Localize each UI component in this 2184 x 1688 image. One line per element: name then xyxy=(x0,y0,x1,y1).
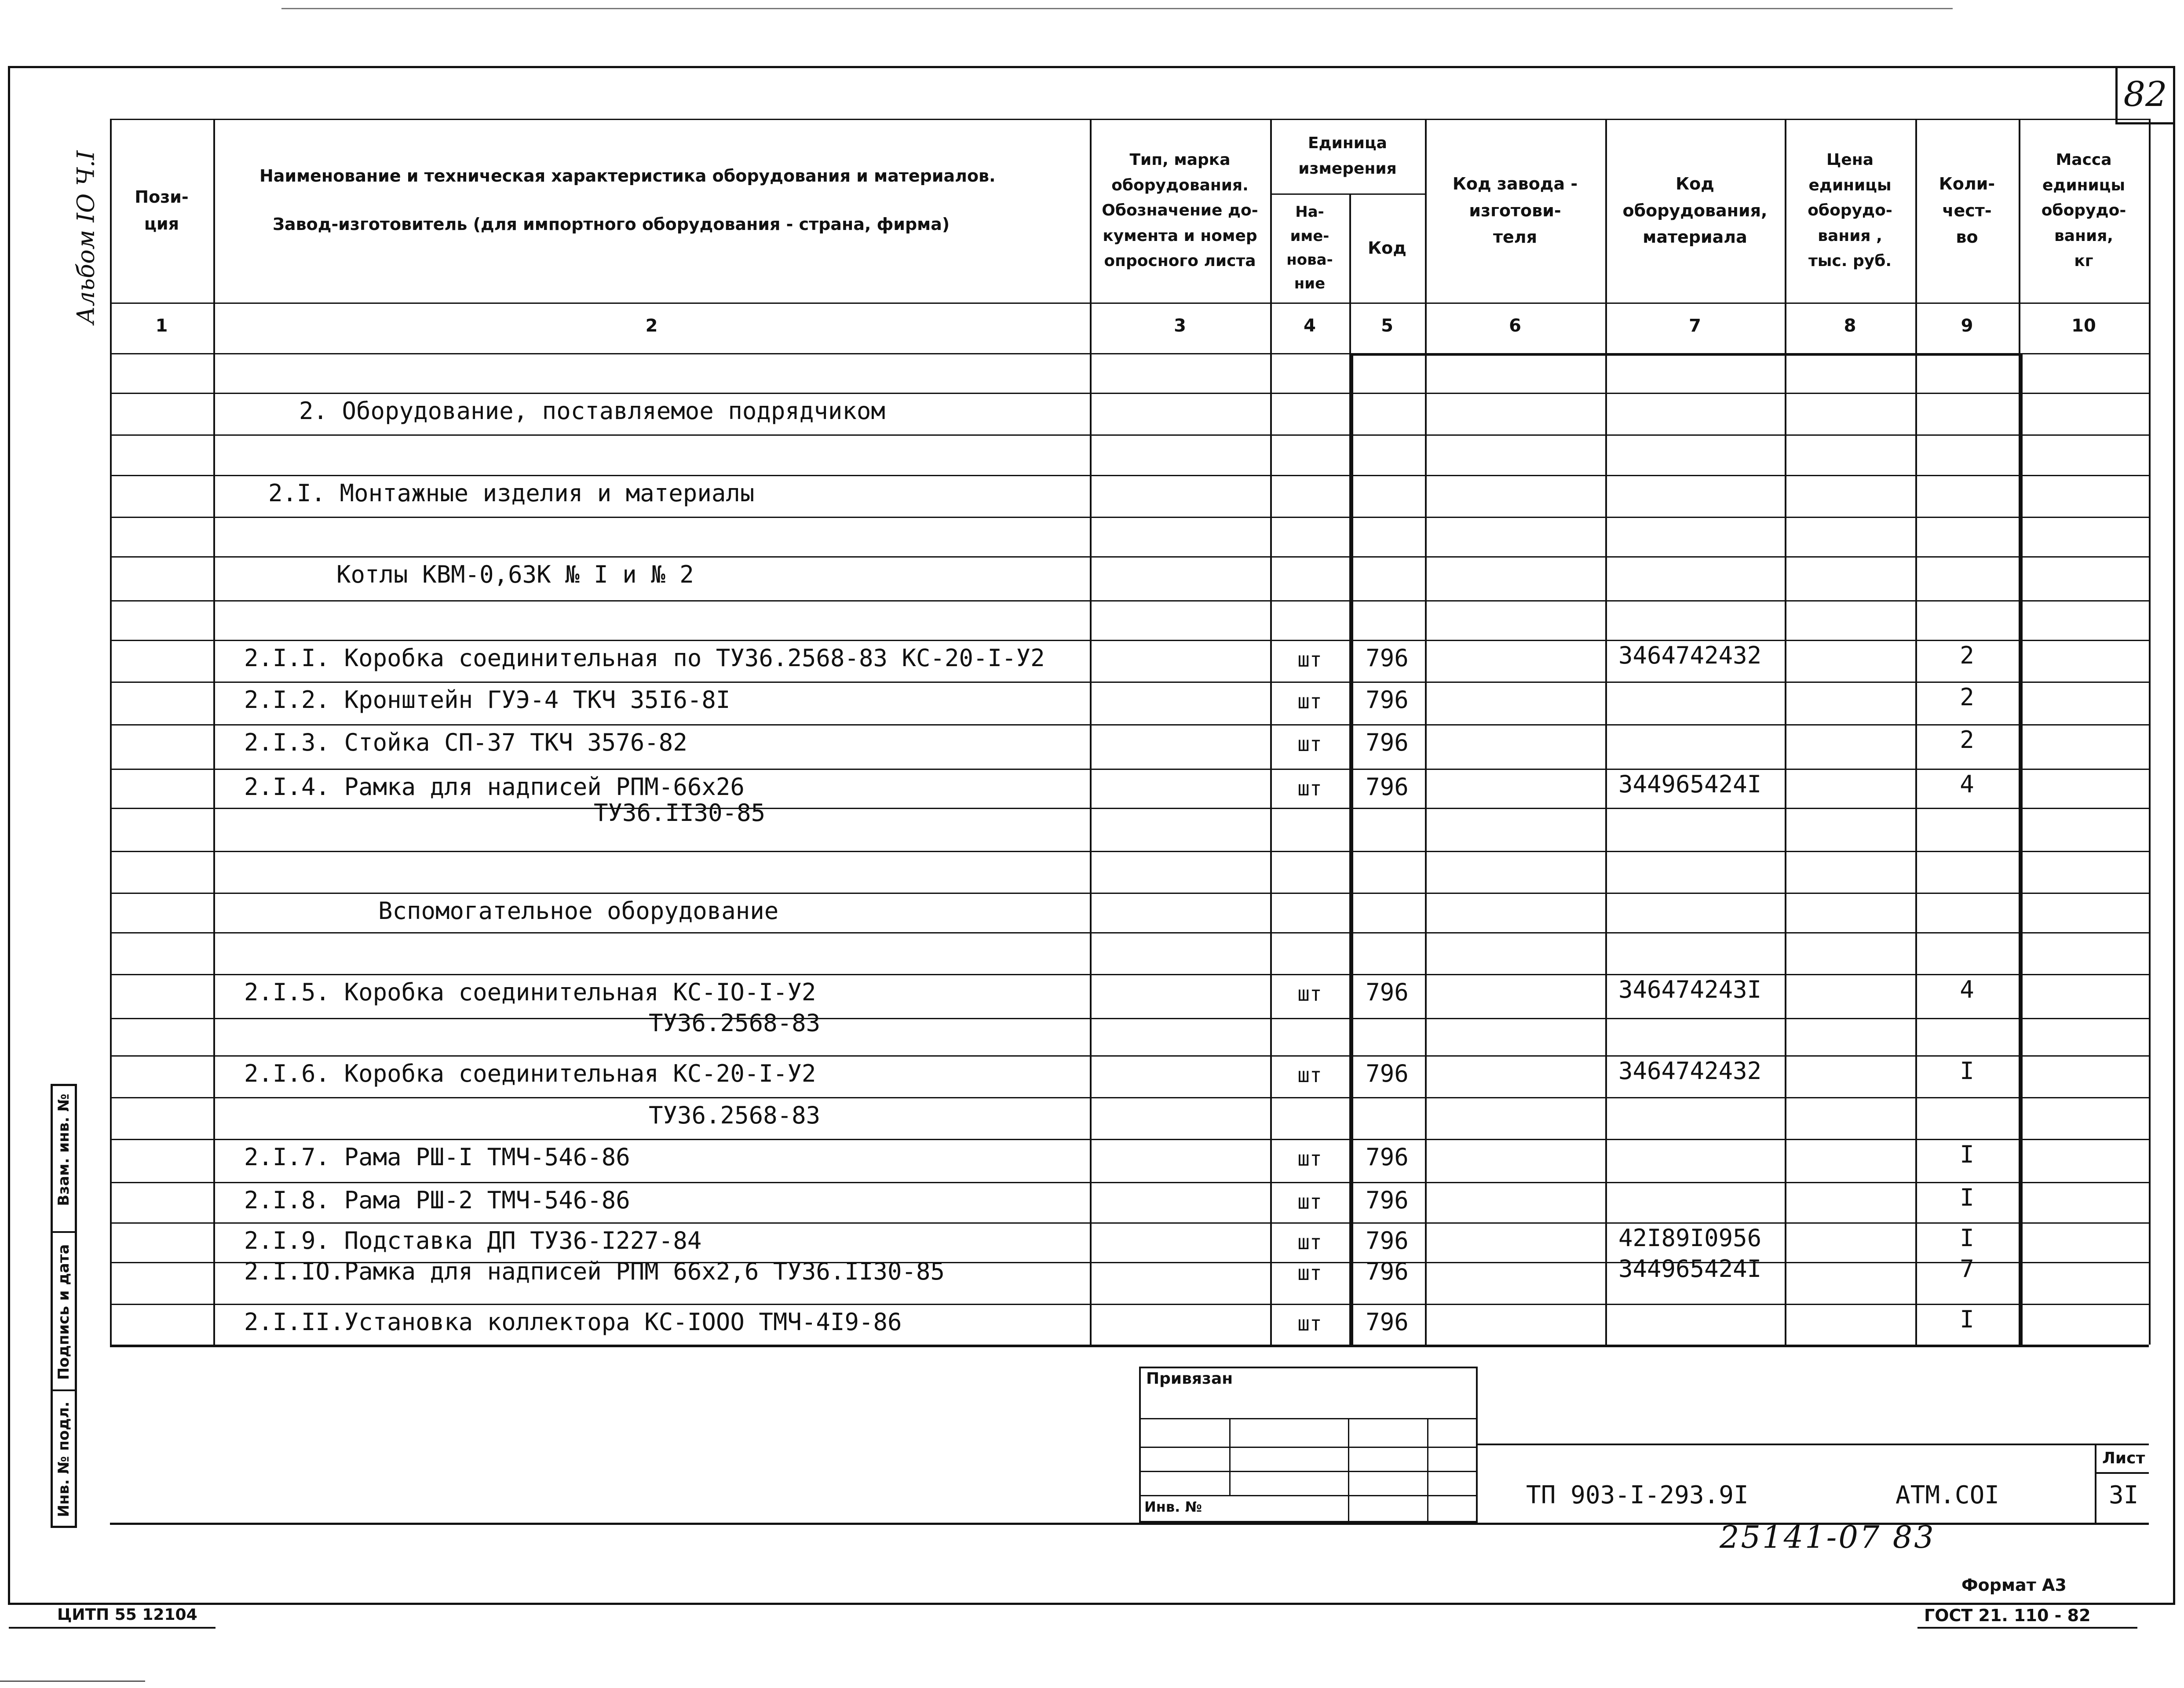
row-quantity: I xyxy=(1960,1057,1974,1085)
row-name: 2. Оборудование, поставляемое подрядчиком xyxy=(299,397,885,425)
row-unit-code: 796 xyxy=(1366,644,1409,672)
row-line xyxy=(110,724,2149,726)
row-quantity: I xyxy=(1960,1305,1974,1333)
row-line xyxy=(110,1097,2149,1098)
tb-vline xyxy=(1427,1418,1428,1523)
header-name-line1: Наименование и техническая характеристика оборудования и материалов. xyxy=(259,166,996,186)
tb-vline xyxy=(1348,1418,1349,1523)
row-line xyxy=(110,851,2149,852)
column-number: 2 xyxy=(645,316,658,336)
row-unit: шт xyxy=(1297,689,1322,713)
row-name: Вспомогательное оборудование xyxy=(378,897,779,925)
row-line xyxy=(110,475,2149,476)
stamp-podpis-label: Подпись и дата xyxy=(55,1244,73,1380)
header-unit: Единица измерения xyxy=(1298,134,1397,178)
row-line xyxy=(110,600,2149,602)
bold-block-top xyxy=(1349,353,2019,356)
column-number: 6 xyxy=(1509,316,1521,336)
row-unit-code: 796 xyxy=(1366,729,1409,756)
tb-vline xyxy=(1229,1418,1231,1495)
row-material-code: 42I89I0956 xyxy=(1618,1224,1762,1252)
list-number: 3I xyxy=(2109,1481,2139,1509)
row-quantity: 4 xyxy=(1960,770,1974,798)
row-name: 2.I.II.Установка коллектора КС-IOOO ТМЧ-4I9-86 xyxy=(244,1308,902,1336)
row-name: 2.I.9. Подставка ДП ТУ36-I227-84 xyxy=(244,1227,702,1254)
row-unit: шт xyxy=(1297,1230,1322,1254)
bold-block-right xyxy=(2019,353,2023,1345)
album-label xyxy=(66,149,106,325)
header-price: Цена единицы оборудо- вания , тыс. руб. xyxy=(1808,151,1892,270)
row-line xyxy=(110,640,2149,641)
row-unit: шт xyxy=(1297,648,1322,671)
header-factory-code: Код завода - изготови- теля xyxy=(1452,174,1578,247)
bottom-edge-line xyxy=(0,1681,145,1682)
row-material-code: 344965424I xyxy=(1618,770,1762,798)
handwritten-number: 25141-07 83 xyxy=(1720,1519,1936,1555)
row-line xyxy=(110,974,2149,975)
column-line xyxy=(1785,119,1786,1345)
row-line xyxy=(110,1304,2149,1305)
footer-underline-right xyxy=(1917,1627,2137,1629)
row-line xyxy=(110,769,2149,770)
row-line xyxy=(110,1055,2149,1057)
row-quantity: I xyxy=(1960,1141,1974,1168)
header-unit-code: Код xyxy=(1368,238,1406,258)
row-name: 2.I.5. Коробка соединительная КС-IO-I-У2 xyxy=(244,978,816,1006)
column-line xyxy=(1090,119,1092,1345)
list-cell-left xyxy=(2095,1444,2096,1523)
row-name: 2.I.2. Кронштейн ГУЭ-4 ТКЧ 35I6-8I xyxy=(244,686,730,714)
header-unit-name: На- име- нова- ние xyxy=(1286,203,1333,293)
row-unit-code: 796 xyxy=(1366,773,1409,801)
title-block-top-line xyxy=(1478,1444,2149,1445)
row-line xyxy=(110,1139,2149,1140)
header-position: Пози- ция xyxy=(135,187,189,233)
stamp-vzam-inv-label: Взам. инв. № xyxy=(55,1094,73,1206)
doc-code: ТП 903-I-293.9I xyxy=(1526,1481,1749,1509)
column-line xyxy=(1425,119,1427,1345)
row-line xyxy=(110,1182,2149,1183)
sheet-corner-number: 82 xyxy=(2115,67,2173,124)
row-name: 2.I.I. Коробка соединительная по ТУ36.2568-83 КС-20-I-У2 xyxy=(244,644,1045,672)
column-number: 5 xyxy=(1381,316,1393,336)
row-material-code: 3464742432 xyxy=(1618,642,1762,669)
column-number: 4 xyxy=(1304,316,1316,336)
row-material-code: 346474243I xyxy=(1618,976,1762,1003)
column-line xyxy=(213,119,215,1345)
row-unit: шт xyxy=(1297,1312,1322,1335)
inv-no-label: Инв. № xyxy=(1144,1498,1202,1515)
row-name: ТУ36.2568-83 xyxy=(649,1009,821,1037)
row-name: 2.I.8. Рама РШ-2 ТМЧ-546-86 xyxy=(244,1186,630,1214)
top-edge-line xyxy=(281,8,1953,9)
header-material-code: Код оборудования, материала xyxy=(1622,174,1768,247)
row-unit: шт xyxy=(1297,982,1322,1006)
row-line xyxy=(110,517,2149,518)
header-type-mark: Тип, марка оборудования. Обозначение до- кумента и номер опросного листа xyxy=(1102,151,1258,270)
row-quantity: 7 xyxy=(1960,1255,1974,1283)
column-number: 1 xyxy=(155,316,168,336)
row-name: 2.I. Монтажные изделия и материалы xyxy=(268,479,755,507)
row-quantity: 2 xyxy=(1960,726,1974,754)
column-number: 8 xyxy=(1844,316,1856,336)
column-number: 3 xyxy=(1174,316,1186,336)
stamp-inv-podl-label: Инв. № подл. xyxy=(55,1401,73,1517)
row-unit-code: 796 xyxy=(1366,1308,1409,1336)
list-cell-divider xyxy=(2095,1472,2149,1474)
table-bottom-line xyxy=(110,1345,2149,1347)
row-quantity: I xyxy=(1960,1224,1974,1252)
header-bottom-line xyxy=(110,303,2149,304)
row-name: ТУ36.II30-85 xyxy=(594,799,766,827)
row-line xyxy=(110,932,2149,933)
row-quantity: I xyxy=(1960,1184,1974,1211)
row-unit-code: 796 xyxy=(1366,1227,1409,1254)
column-number: 9 xyxy=(1961,316,1973,336)
row-line xyxy=(110,556,2149,558)
row-unit: шт xyxy=(1297,1261,1322,1285)
column-line xyxy=(1605,119,1607,1345)
column-number: 7 xyxy=(1689,316,1701,336)
format-label: Формат А3 xyxy=(1961,1575,2067,1595)
stamp-vzam-inv xyxy=(53,1086,75,1214)
ciptp-code: ЦИТП 55 12104 xyxy=(57,1606,197,1624)
row-line xyxy=(110,893,2149,894)
stamp-podpis xyxy=(53,1231,75,1391)
row-unit-code: 796 xyxy=(1366,1186,1409,1214)
header-mass: Масса единицы оборудо- вания, кг xyxy=(2041,151,2126,270)
row-unit-code: 796 xyxy=(1366,978,1409,1006)
row-unit: шт xyxy=(1297,1147,1322,1170)
row-quantity: 2 xyxy=(1960,683,1974,711)
row-line xyxy=(110,1018,2149,1019)
row-quantity: 4 xyxy=(1960,976,1974,1003)
row-unit-code: 796 xyxy=(1366,1143,1409,1171)
row-material-code: 3464742432 xyxy=(1618,1057,1762,1085)
row-name: 2.I.3. Стойка СП-37 ТКЧ 3576-82 xyxy=(244,729,687,756)
header-quantity: Коли- чест- во xyxy=(1939,174,1995,247)
row-line xyxy=(110,1222,2149,1224)
row-line xyxy=(110,393,2149,394)
side-stamp xyxy=(51,1084,77,1528)
row-line xyxy=(110,434,2149,436)
doc-mark: АТМ.СОI xyxy=(1895,1481,2000,1509)
album-label-text: Альбом IO Ч.I xyxy=(72,150,100,324)
row-unit: шт xyxy=(1297,1190,1322,1214)
table-edge-line xyxy=(110,119,112,1345)
column-number: 10 xyxy=(2071,316,2096,336)
gost-label: ГОСТ 21. 110 - 82 xyxy=(1924,1606,2091,1625)
footer-underline-left xyxy=(9,1627,215,1629)
row-name: ТУ36.2568-83 xyxy=(649,1101,821,1129)
table-edge-line xyxy=(2149,119,2151,1345)
row-unit: шт xyxy=(1297,732,1322,756)
row-name: 2.I.4. Рамка для надписей РПМ-66х26 xyxy=(244,773,745,801)
row-name: 2.I.6. Коробка соединительная КС-20-I-У2 xyxy=(244,1060,816,1087)
privyazan-label: Привязан xyxy=(1146,1370,1233,1388)
row-material-code: 344965424I xyxy=(1618,1255,1762,1283)
row-name: 2.I.7. Рама РШ-I ТМЧ-546-86 xyxy=(244,1143,630,1171)
row-unit-code: 796 xyxy=(1366,1060,1409,1087)
row-unit-code: 796 xyxy=(1366,686,1409,714)
row-name: 2.I.IO.Рамка для надписей РПМ 66х2,6 ТУ36.II30-85 xyxy=(244,1258,945,1285)
row-quantity: 2 xyxy=(1960,642,1974,669)
row-unit: шт xyxy=(1297,1063,1322,1087)
row-line xyxy=(110,808,2149,809)
stamp-inv-podl xyxy=(53,1389,75,1528)
row-name: Котлы КВМ-0,63К № I и № 2 xyxy=(336,561,694,588)
header-name-line2: Завод-изготовитель (для импортного оборудования - страна, фирма) xyxy=(273,214,950,234)
row-unit-code: 796 xyxy=(1366,1258,1409,1285)
row-unit: шт xyxy=(1297,777,1322,800)
row-line xyxy=(110,682,2149,683)
list-label: Лист xyxy=(2102,1449,2145,1467)
